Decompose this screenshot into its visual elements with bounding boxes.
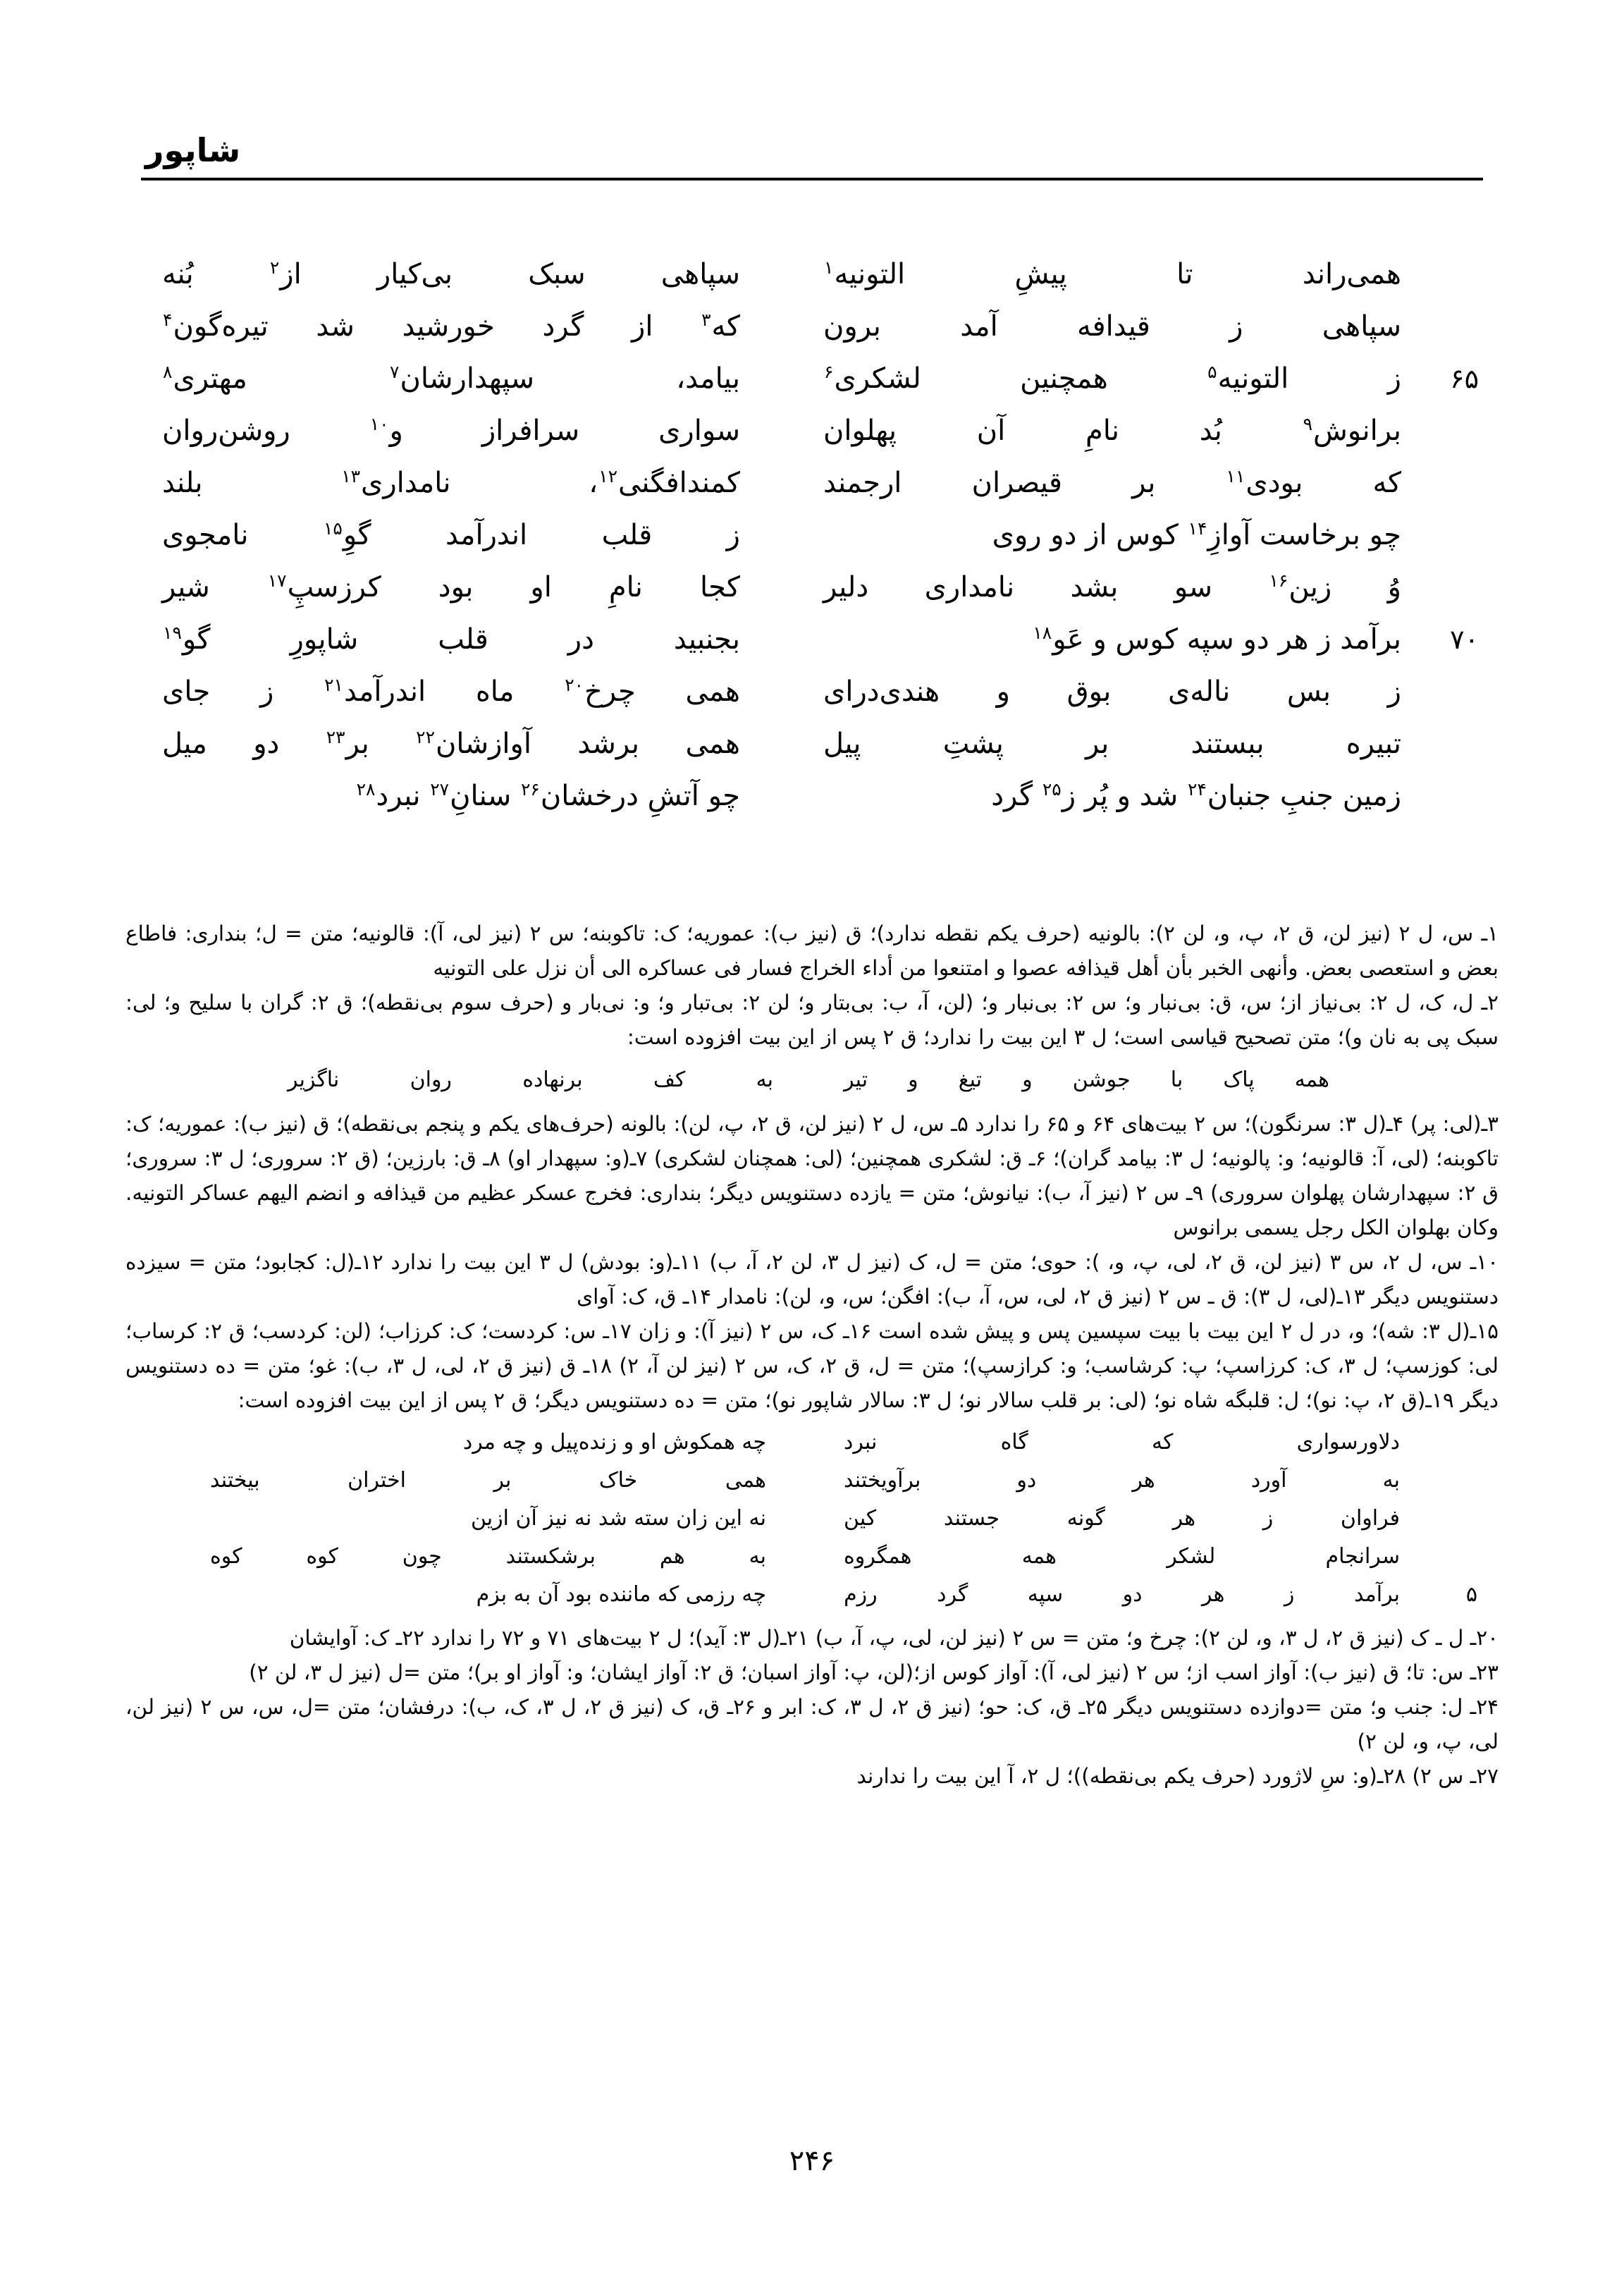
hemistich-second: همی برشد آوازشان$^{۲۲}$ بر$^{۲۳}$ دو میل [162, 726, 740, 760]
apparatus-note: ۱۵ـ(ل ۳: شه)؛ و، در ل ۲ این بیت با بیت سپسین پس و پیش شده است ۱۶ـ ک، س ۲ (نیز آ): و زان ۱۷ـ س: کردست؛ ک: کرزاب؛ (لن: کردسب؛ ق ۲: کرساب؛ لی: کوزسپ؛ ل ۳، ک: کرزاسپ؛ پ: کرشاسب؛ و: کرازسپ)؛ متن = ل، ق ۲، ک، س ۲ (نیز لن آ، ۲) ۱۸ـ ق (نیز ق ۲، لی، ل ۳، ب): غو؛ متن = ده دستنویس دیگر ۱۹ـ(ق ۲، پ: نو)؛ ل: قلبگه شاه نو؛ (لی: بر قلب سالار نو؛ ل ۳: سالار شاپور نو)؛ متن = ده دستنویس دیگر؛ ق ۲ پس از این بیت افزوده است: [125, 1319, 1499, 1412]
quoted-verse-line [125, 1060, 1499, 1100]
inserted-hemistich-second: چه رزمی که ماننده بود آن به بزم [476, 1582, 766, 1607]
footnote-marker: ۲۰ [565, 674, 584, 695]
hemistich-first: ز بس ناله‌ی بوق و هندی‌درای [823, 675, 1401, 708]
verse-line [141, 770, 1483, 822]
hemistich-first: تبیره ببستند بر پشتِ پیل [823, 728, 1401, 760]
verse-number: ۷۰ [1450, 624, 1479, 655]
footnote-marker: ۱۶ [1269, 570, 1288, 591]
hemistich-first: وُ زین$^{۱۶}$ سو بشد نامداری دلیر [823, 570, 1401, 604]
verse-line [141, 300, 1483, 353]
hemistich-second: سواری سرافراز و$^{۱۰}$ روشن‌روان [162, 413, 740, 447]
hemistich-second: کجا نامِ او بود کرزسپِ$^{۱۷}$ شیر [162, 570, 740, 604]
inserted-verse-number: ۵ [1465, 1582, 1477, 1607]
footnote-marker: ۵ [1207, 361, 1217, 382]
hemistich-first: همی‌راند تا پیشِ التونیه$^۱$ [824, 257, 1401, 290]
inserted-hemistich-first: برآمد ز هر دو سپه گرد رزم [844, 1582, 1400, 1607]
critical-apparatus [125, 917, 1499, 1794]
verse-line [141, 457, 1483, 509]
footnote-marker: ۲۶ [520, 778, 540, 800]
quoted-hemistich-second: به کف برنهاده روان ناگزیر [288, 1067, 773, 1092]
inserted-hemistich-second: چه همکوش او و زنده‌پیل و چه مرد [462, 1430, 766, 1455]
inserted-verse-line [125, 1576, 1499, 1614]
footnote-marker: ۱ [824, 257, 834, 278]
apparatus-note: ۲۳ـ س: تا؛ ق (نیز ب): آواز اسب از؛ س ۲ (نیز لی، آ): آواز کوس از؛(لن، پ: آواز اسبان؛ ق ۲: آواز ایشان؛ و: آواز او بر)؛ متن =ل (نیز ل ۳، لن ۲) [249, 1660, 1499, 1684]
footnote-marker: ۱۵ [324, 518, 343, 539]
verse-line [141, 248, 1483, 300]
inserted-hemistich-first: دلاورسواری که گاه نبرد [844, 1430, 1400, 1455]
footnote-marker: ۶ [824, 361, 834, 382]
footnote-marker: ۳ [701, 309, 711, 330]
apparatus-note: ۲۷ـ س ۲) ۲۸ـ(و: سِ لاژورد (حرف یکم بی‌نقطه))؛ ل ۲، آ این بیت را ندارند [856, 1764, 1499, 1788]
hemistich-first: سپاهی ز قیدافه آمد برون [823, 310, 1401, 343]
footnote-marker: ۴ [163, 309, 173, 330]
apparatus-note: ۱۰ـ س، ل ۲، س ۳ (نیز لن، ق ۲، لی، پ، و، ): حوی؛ متن = ل، ک (نیز ل ۳، لن ۲، آ، ب) ۱۱ـ(و: بودش) ل ۳ این بیت را ندارد ۱۲ـ(ل: کجابود؛ متن = سیزده دستنویس دیگر ۱۳ـ(لی، ل ۳): ق ـ س ۲ (نیز ق ۲، لی، س، آ، ب): افگن؛ س، و، لن): نامدار ۱۴ـ ق، ک: آوای [125, 1250, 1499, 1309]
footnote-marker: ۱۹ [163, 622, 182, 643]
hemistich-second: سپاهی سبک بی‌کیار از$^۲$ بُنه [162, 257, 740, 290]
inserted-hemistich-second: همی خاک بر اختران بیختند [210, 1468, 766, 1493]
inserted-verse-group [125, 1423, 1499, 1614]
footnote-marker: ۷ [390, 361, 400, 382]
footnote-marker: ۲۲ [416, 726, 436, 747]
apparatus-note: ۱ـ س، ل ۲ (نیز لن، ق ۲، پ، و، لن ۲): بالونیه (حرف یکم نقطه ندارد)؛ ق (نیز ب): عموریه؛ ک: تاکوبنه؛ س ۲ (نیز لی، آ): قالونیه؛ متن = ل؛ بنداری: فاطاع بعض و استعصی بعض. وأنهی الخبر بأن أهل قیذافه عصوا و امتنعوا من أداء الخراج فسار فی عساکره الی أن نزل علی التونیه [125, 921, 1499, 980]
inserted-verse-line [125, 1423, 1499, 1462]
footnote-marker: ۲۷ [430, 778, 450, 800]
footnote-marker: ۲۳ [326, 726, 345, 747]
hemistich-first: ز التونیه$^۵$ همچنین لشکری$^۶$ [824, 361, 1401, 395]
hemistich-second: ز قلب اندرآمد گوِ$^{۱۵}$ نامجوی [162, 518, 740, 551]
hemistich-second: که$^۳$ از گرد خورشید شد تیره‌گون$^۴$ [163, 309, 740, 343]
inserted-hemistich-second: نه این زان سته شد نه نیز آن ازین [470, 1506, 766, 1531]
verse-block [141, 248, 1483, 822]
verse-line [141, 613, 1483, 666]
hemistich-first: زمین جنبِ جنبان$^{۲۴}$ شد و پُر ز$^{۲۵}$ گرد [991, 778, 1401, 812]
footnote-marker: ۸ [163, 361, 173, 382]
verse-number: ۶۵ [1450, 363, 1479, 394]
footnote-marker: ۲۸ [356, 778, 376, 800]
verse-line [141, 561, 1483, 613]
hemistich-first: چو برخاست آوازِ$^{۱۴}$ کوس از دو روی [992, 518, 1401, 551]
hemistich-first: برانوش$^۹$ بُد نامِ آن پهلوان [823, 413, 1401, 447]
apparatus-note: ۲ـ ل، ک، ل ۲: بی‌نیاز از؛ س، ق: بی‌نبار و؛ س ۲: بی‌نبار و؛ (لن، آ، ب: بی‌بتار و؛ لن ۲: بی‌تبار و؛ و: نی‌بار و (حرف سوم بی‌نقطه)؛ ق ۲: گران با سلیح و؛ لی: سبک پی به نان و)؛ متن تصحیح قیاسی است؛ ل ۳ این بیت را ندارد؛ ق ۲ پس از این بیت افزوده است: [125, 991, 1499, 1049]
footnote-marker: ۱۳ [341, 465, 361, 486]
header-rule [141, 178, 1483, 180]
footnote-marker: ۲۱ [324, 674, 343, 695]
verse-line [141, 718, 1483, 770]
inserted-hemistich-first: به آورد هر دو برآویختند [844, 1468, 1400, 1493]
hemistich-first: که بودی$^{۱۱}$ بر قیصران ارجمند [823, 465, 1401, 499]
footnote-marker: ۱۷ [267, 570, 287, 591]
apparatus-note: ۳ـ(لی: پر) ۴ـ(ل ۳: سرنگون)؛ س ۲ بیت‌های ۶۴ و ۶۵ را ندارد ۵ـ س، ل ۲ (نیز لن، ق ۲، پ، لن): بالونه (حرف‌های یکم و پنجم بی‌نقطه)؛ ق (نیز ب): عموریه؛ ک: تاکوبنه؛ (لی، آ: قالونیه؛ و: پالونیه؛ ل ۳: بیامد گران)؛ ۶ـ ق: لشکری همچنین؛ (لی: همچنان لشکری) ۷ـ(و: سپهدار او) ۸ـ ق: بارزین؛ (ق ۲: سروری؛ ل ۳: سروری؛ ق ۲: سپهدارشان پهلوان سروری) ۹ـ س ۲ (نیز آ، ب): نیانوش؛ متن = یازده دستنویس دیگر؛ بنداری: فخرج عسکر عظیم من قیذافه و انضم الیهم عساکر التونیه. وکان بهلوان الکل رجل یسمی برانوس [125, 1112, 1499, 1239]
footnote-marker: ۱۱ [1226, 465, 1245, 486]
hemistich-second: بیامد، سپهدارشان$^۷$ مهتری$^۸$ [163, 361, 740, 395]
footnote-marker: ۲۴ [1187, 778, 1207, 800]
footnote-marker: ۱۸ [1033, 622, 1052, 643]
verse-line [141, 509, 1483, 561]
running-head: شاپور [145, 131, 241, 169]
footnote-marker: ۲ [269, 257, 280, 278]
quoted-hemistich-first: همه پاک با جوشن و تیغ و تیر [844, 1067, 1329, 1092]
hemistich-first: برآمد ز هر دو سپه کوس و عَو$^{۱۸}$ [1033, 622, 1401, 656]
inserted-verse-line [125, 1500, 1499, 1538]
footnote-marker: ۹ [1303, 413, 1313, 434]
quoted-verse-group [125, 1060, 1499, 1100]
hemistich-second: بجنبید در قلب شاپورِ گو$^{۱۹}$ [163, 622, 740, 656]
footnote-marker: ۱۲ [598, 465, 618, 486]
page-number: ۲۴۶ [789, 2145, 835, 2177]
inserted-verse-line [125, 1462, 1499, 1500]
page-header [141, 131, 1483, 197]
hemistich-second: کمندافگنی$^{۱۲}$، نامداری$^{۱۳}$ بلند [162, 465, 740, 499]
inserted-verse-line [125, 1538, 1499, 1576]
verse-line [141, 666, 1483, 718]
footnote-marker: ۲۵ [1042, 778, 1062, 800]
inserted-hemistich-second: به هم برشکستند چون کوه کوه [210, 1544, 766, 1569]
footnote-marker: ۱۰ [369, 413, 389, 434]
hemistich-second: چو آتشِ درخشان$^{۲۶}$ سنانِ$^{۲۷}$ نبرد$^{۲۸}$ [356, 778, 740, 812]
inserted-hemistich-first: سرانجام لشکر همه همگروه [844, 1544, 1400, 1569]
apparatus-note: ۲۰ـ ل ـ ک (نیز ق ۲، ل ۳، و، لن ۲): چرخ و؛ متن = س ۲ (نیز لن، لی، پ، آ، ب) ۲۱ـ(ل ۳: آید)؛ ل ۲ بیت‌های ۷۱ و ۷۲ را ندارد ۲۲ـ ک: آوایشان [289, 1626, 1499, 1650]
footnote-marker: ۱۴ [1188, 518, 1207, 539]
inserted-hemistich-first: فراوان ز هر گونه جستند کین [844, 1506, 1400, 1531]
apparatus-note: ۲۴ـ ل: جنب و؛ متن =دوازده دستنویس دیگر ۲۵ـ ق، ک: حو؛ (نیز ق ۲، ل ۳، ک: ابر و ۲۶ـ ق، ک (نیز ق ۲، ل ۳، ک، ب): درفشان؛ متن =ل، س، س ۲ (نیز لن، لی، پ، و، لن ۲) [125, 1695, 1499, 1753]
verse-line [141, 405, 1483, 457]
verse-line [141, 353, 1483, 405]
hemistich-second: همی چرخ$^{۲۰}$ ماه اندرآمد$^{۲۱}$ ز جای [162, 674, 740, 708]
